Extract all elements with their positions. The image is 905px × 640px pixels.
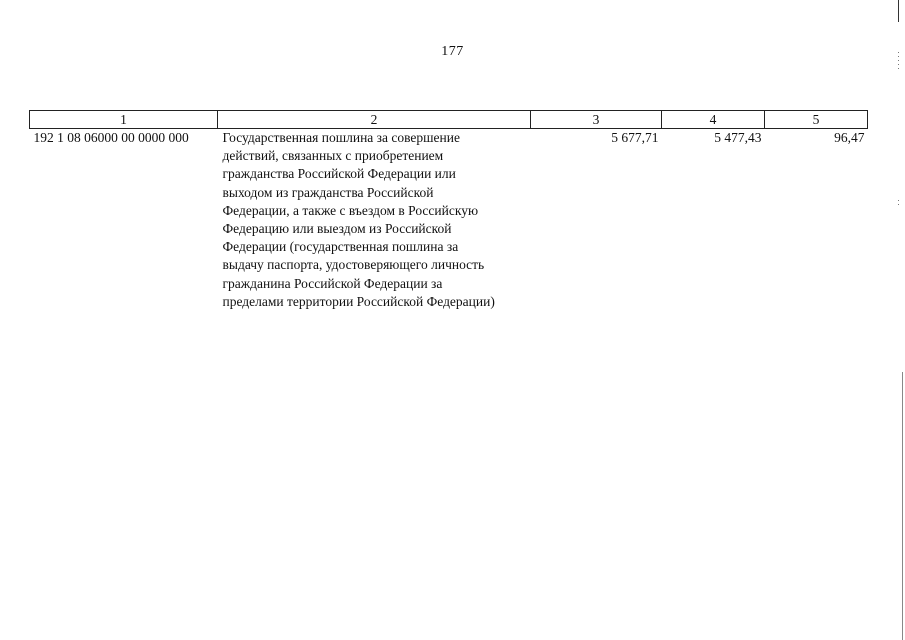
scan-edge-mark — [898, 52, 899, 70]
description-line: выходом из гражданства Российской — [222, 184, 434, 200]
value-col5-cell: 96,47 — [834, 130, 865, 145]
column-header-5: 5 — [765, 111, 868, 129]
description-line: выдачу паспорта, удостоверяющего личность — [222, 257, 485, 273]
description-line: действий, связанных с приобретением — [222, 148, 444, 164]
table-row — [30, 129, 868, 312]
description-line: Государственная пошлина за совершение — [222, 130, 460, 145]
description-line: Федерации, а также с въездом в Российскую — [222, 202, 479, 218]
value-col4-cell: 5 477,43 — [714, 130, 762, 145]
description-line: Федерации (государственная пошлина за — [222, 239, 459, 255]
scan-edge-mark — [898, 0, 899, 22]
scan-edge-mark — [902, 372, 903, 640]
page-number: 177 — [441, 44, 464, 59]
budget-code-cell: 192 1 08 06000 00 0000 000 — [33, 130, 189, 145]
budget-table — [29, 110, 868, 311]
description-line: гражданина Российской Федерации за — [222, 275, 443, 291]
column-header-2: 2 — [218, 111, 531, 129]
scan-edge-mark — [898, 200, 899, 208]
column-header-3: 3 — [531, 111, 662, 129]
description-line: Федерацию или выездом из Российской — [222, 221, 452, 237]
table-header-row — [30, 111, 868, 129]
description-cell — [218, 129, 531, 312]
value-col3-cell: 5 677,71 — [611, 130, 659, 145]
description-line: гражданства Российской Федерации или — [222, 166, 456, 182]
description-line: пределами территории Российской Федерации) — [222, 293, 495, 309]
column-header-1: 1 — [30, 111, 218, 129]
column-header-4: 4 — [662, 111, 765, 129]
